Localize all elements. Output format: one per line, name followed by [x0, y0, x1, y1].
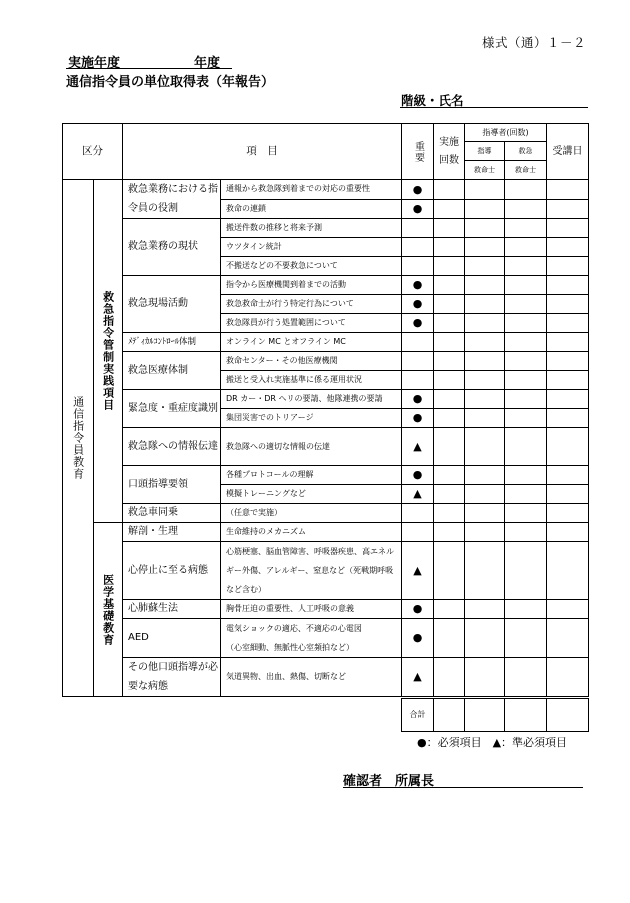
header-count: 実施 回数: [434, 124, 465, 180]
form-number: 様式（通）１－２: [482, 35, 587, 50]
total-row: [401, 698, 589, 732]
item-row: 各種プロトコールの理解: [221, 466, 402, 485]
confirmer-field[interactable]: [343, 769, 583, 788]
mark-cell: ●: [402, 295, 434, 314]
item-row: 不搬送などの不要救急について: [221, 257, 402, 276]
mark-cell: [402, 523, 434, 542]
category-sub-practice: 救急指令管制実践項目: [94, 180, 123, 523]
section-current: 救急業務の現状: [123, 219, 221, 276]
header-instructor: 指導者(回数): [465, 124, 547, 142]
section-triage: 緊急度・重症度識別: [123, 390, 221, 428]
mark-cell: ▲: [402, 485, 434, 504]
item-row: 救命センター・その他医療機関: [221, 352, 402, 371]
section-ride-along: 救急車同乗: [123, 504, 221, 523]
item-row: 指令から医療機関到着までの活動: [221, 276, 402, 295]
header-instructor-a-sub: 救命士: [465, 161, 505, 180]
mark-cell: [402, 333, 434, 352]
credit-table: [62, 123, 589, 697]
header-important: 重要: [402, 124, 434, 180]
mark-cell: ●: [402, 276, 434, 295]
section-info-transfer: 救急隊への情報伝達: [123, 428, 221, 466]
category-sub-medical: 医学基礎教育: [94, 523, 123, 697]
section-mc: ﾒﾃﾞｨｶﾙｺﾝﾄﾛｰﾙ体制: [123, 333, 221, 352]
mark-cell: ●: [402, 466, 434, 485]
year-label: 実施年度: [68, 56, 121, 71]
document-title: 通信指令員の単位取得表（年報告）: [66, 75, 275, 90]
header-instructor-b: 救急: [505, 142, 547, 161]
mark-cell: [402, 238, 434, 257]
confirmer-label: 確認者 所属長: [343, 774, 435, 789]
item-row: 集団災害でのトリアージ: [221, 409, 402, 428]
implementation-year-line: [66, 52, 232, 69]
item-row: 気道異物、出血、熱傷、切断など: [221, 658, 402, 697]
mark-cell: [402, 504, 434, 523]
section-anatomy: 解剖・生理: [123, 523, 221, 542]
section-medical-system: 救急医療体制: [123, 352, 221, 390]
item-row: ウツタイン統計: [221, 238, 402, 257]
rank-name-field[interactable]: [400, 90, 588, 108]
year-suffix: 年度: [194, 56, 221, 71]
item-row: 生命維持のメカニズム: [221, 523, 402, 542]
item-row: 救急隊員が行う処置範囲について: [221, 314, 402, 333]
header-instructor-a: 指導: [465, 142, 505, 161]
mark-cell: ●: [402, 600, 434, 619]
mark-cell: ●: [402, 619, 434, 658]
total-count-cell[interactable]: [434, 699, 465, 732]
mark-cell: ●: [402, 180, 434, 200]
mark-cell: ▲: [402, 658, 434, 697]
total-instructor-a-cell[interactable]: [465, 699, 505, 732]
item-row: 搬送件数の推移と将来予測: [221, 219, 402, 238]
rank-name-label: 階級・氏名: [401, 93, 464, 108]
mark-cell: ●: [402, 314, 434, 333]
item-row: 模擬トレーニングなど: [221, 485, 402, 504]
mark-cell: [402, 219, 434, 238]
section-cardiac-arrest: 心停止に至る病態: [123, 542, 221, 600]
item-row: 搬送と受入れ実施基準に係る運用状況: [221, 371, 402, 390]
mark-cell: ▲: [402, 542, 434, 600]
item-row: 電気ショックの適応、不適応の心電図 （心室細動、無脈性心室頻拍など）: [221, 619, 402, 658]
section-role: 救急業務における指令員の役割: [123, 180, 221, 219]
mark-cell: [402, 352, 434, 371]
item-row: 救急隊への適切な情報の伝達: [221, 428, 402, 466]
mark-cell: [402, 257, 434, 276]
item-row: 救命の連鎖: [221, 199, 402, 219]
section-other: その他口頭指導が必要な病態: [123, 658, 221, 697]
item-row: 通報から救急隊到着までの対応の重要性: [221, 180, 402, 200]
header-item: 項 目: [123, 124, 402, 180]
mark-cell: ●: [402, 390, 434, 409]
total-date-cell[interactable]: [547, 699, 589, 732]
section-aed: AED: [123, 619, 221, 658]
header-category: 区分: [63, 124, 123, 180]
header-attend-date: 受講日: [547, 124, 589, 180]
total-label: 合計: [402, 699, 434, 732]
item-row: 胸骨圧迫の重要性、人工呼吸の意義: [221, 600, 402, 619]
item-row: （任意で実施）: [221, 504, 402, 523]
section-field: 救急現場活動: [123, 276, 221, 333]
item-row: DR カー・DR ヘリの要請、他隊連携の要請: [221, 390, 402, 409]
mark-cell: [402, 371, 434, 390]
total-instructor-b-cell[interactable]: [505, 699, 547, 732]
mark-cell: ▲: [402, 428, 434, 466]
category-main: 通信指令員教育: [63, 180, 94, 697]
item-row: オンライン MC とオフライン MC: [221, 333, 402, 352]
item-row: 心筋梗塞、脳血管障害、呼吸器疾患、高エネルギー外傷、アレルギー、窒息など（死戦期呼吸など含む）: [221, 542, 402, 600]
mark-cell: ●: [402, 409, 434, 428]
legend: ●：必須項目 ▲：準必須項目: [417, 736, 568, 749]
mark-cell: ●: [402, 199, 434, 219]
item-row: 救急救命士が行う特定行為について: [221, 295, 402, 314]
header-instructor-b-sub: 救命士: [505, 161, 547, 180]
section-cpr: 心肺蘇生法: [123, 600, 221, 619]
section-oral-guidance: 口頭指導要領: [123, 466, 221, 504]
